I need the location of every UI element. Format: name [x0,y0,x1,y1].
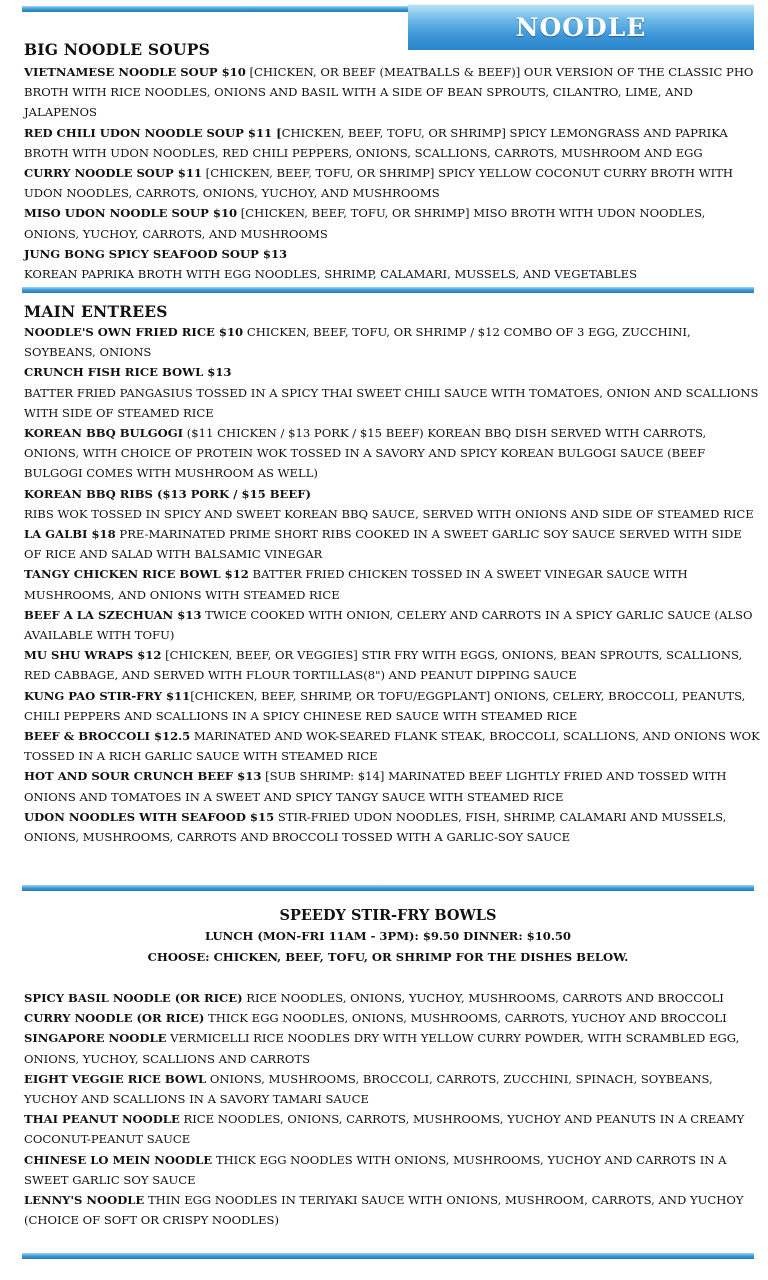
menu-item-description: PRE-MARINATED PRIME SHORT RIBS COOKED IN A SWEET GARLIC SOY SAUCE SERVED WITH SIDE OF RICE AND SALAD WITH BALSAMIC VINEGAR [24,527,742,562]
menu-item-name: TANGY CHICKEN RICE BOWL $12 [24,567,249,582]
menu-item-name: KUNG PAO STIR-FRY $11 [24,688,191,703]
menu-item-description: ONIONS, MUSHROOMS, BROCCOLI, CARROTS, ZUCCHINI, SPINACH, SOYBEANS, YUCHOY AND SCALLIONS IN A SAVORY TAMARI SAUCE [24,1071,713,1107]
menu-item-name: RED CHILI UDON NOODLE SOUP $11 [ [24,125,282,140]
menu-item-description: [CHICKEN, BEEF, SHRIMP, OR TOFU/EGGPLANT] ONIONS, CELERY, BROCCOLI, PEANUTS, CHILI PEPPERS AND SCALLIONS IN A SPICY CHINESE RED SAUCE WITH STEAMED RICE [24,688,746,723]
menu-item-description: [CHICKEN, BEEF, TOFU, OR SHRIMP] MISO BROTH WITH UDON NOODLES, ONIONS, YUCHOY, CARROTS, AND MUSHROOMS [24,206,706,241]
menu-item-description: THICK EGG NOODLES WITH ONIONS, MUSHROOMS, YUCHOY AND CARROTS IN A SWEET GARLIC SOY SAUCE [24,1152,727,1187]
stirfry-list [24,988,762,1230]
menu-item-name: MISO UDON NOODLE SOUP $10 [24,206,238,221]
menu-item-description: RICE NOODLES, ONIONS, CARROTS, MUSHROOMS, YUCHOY AND PEANUTS IN A CREAMY COCONUT-PEANUT SAUCE [24,1112,745,1147]
stirfry-menu-item [24,1008,762,1028]
menu-item-name: HOT AND SOUR CRUNCH BEEF $13 [24,769,262,784]
noodle-header-tab [408,4,754,50]
entree-menu-item [24,605,762,645]
menu-item-name: NOODLE'S OWN FRIED RICE $10 [24,325,244,339]
menu-item-description: ($11 CHICKEN / $13 PORK / $15 BEEF) KOREAN BBQ DISH SERVED WITH CARROTS, ONIONS, WITH CHOICE OF PROTEIN WOK TOSSED IN A SAVORY AND SPICY KOREAN BULGOGI SAUCE (BEEF BULGOGI COMES WITH MUSHROOM AS WELL) [24,426,707,481]
entree-menu-item [24,423,762,484]
menu-item-description: BATTER FRIED CHICKEN TOSSED IN A SWEET VINEGAR SAUCE WITH MUSHROOMS, AND ONIONS WITH STEAMED RICE [24,567,688,602]
stirfry-menu-item [24,988,762,1008]
entree-menu-item [24,564,762,604]
menu-item-name: EIGHT VEGGIE RICE BOWL [24,1071,207,1086]
stirfry-header [22,906,754,967]
menu-item-description: THIN EGG NOODLES IN TERIYAKI SAUCE WITH ONIONS, MUSHROOM, CARROTS, AND YUCHOY (CHOICE OF SOFT OR CRISPY NOODLES) [24,1193,744,1228]
menu-item-name: CRUNCH FISH RICE BOWL $13 [24,365,232,380]
menu-item-description: BATTER FRIED PANGASIUS TOSSED IN A SPICY THAI SWEET CHILI SAUCE WITH TOMATOES, ONION AND SCALLIONS WITH SIDE OF STEAMED RICE [24,385,759,420]
menu-item-name: THAI PEANUT NOODLE [24,1112,180,1127]
soup-menu-item [24,163,762,203]
menu-item-description: TWICE COOKED WITH ONION, CELERY AND CARROTS IN A SPICY GARLIC SAUCE (ALSO AVAILABLE WITH TOFU) [24,607,753,643]
soups-list [24,62,762,284]
menu-item-name: UDON NOODLES WITH SEAFOOD $15 [24,809,275,824]
stirfry-choose-line: CHOOSE: CHICKEN, BEEF, TOFU, OR SHRIMP FOR THE DISHES BELOW. [147,949,629,964]
menu-item-description: KOREAN PAPRIKA BROTH WITH EGG NOODLES, SHRIMP, CALAMARI, MUSSELS, AND VEGETABLES [24,267,638,282]
entree-menu-item [24,362,762,382]
entree-menu-item [24,807,762,847]
menu-item-description: [CHICKEN, BEEF, TOFU, OR SHRIMP] SPICY YELLOW COCONUT CURRY BROTH WITH UDON NOODLES, CARROTS, ONIONS, YUCHOY, AND MUSHROOMS [24,166,734,201]
soup-menu-item [24,62,762,123]
entrees-list [24,322,762,847]
menu-item-description: RICE NOODLES, ONIONS, YUCHOY, MUSHROOMS, CARROTS AND BROCCOLI [242,991,724,1005]
menu-item-name: LA GALBI $18 [24,527,116,542]
page-title: NOODLE [515,13,647,42]
menu-item-name: SPICY BASIL NOODLE (OR RICE) [24,991,243,1005]
menu-item-name: KOREAN BBQ RIBS ($13 PORK / $15 BEEF) [24,486,311,501]
soup-menu-item [24,244,762,264]
menu-item-name: CURRY NOODLE SOUP $11 [24,166,202,181]
divider-bar-1 [22,287,754,293]
stirfry-menu-item [24,1028,762,1068]
menu-item-name: KOREAN BBQ BULGOGI [24,426,184,441]
menu-item-description: MARINATED AND WOK-SEARED FLANK STEAK, BROCCOLI, SCALLIONS, AND ONIONS WOK TOSSED IN A RICH GARLIC SAUCE WITH STEAMED RICE [24,729,760,764]
entree-menu-item [24,645,762,685]
stirfry-menu-item [24,1069,762,1109]
menu-item-name: BEEF A LA SZECHUAN $13 [24,607,202,622]
entree-menu-item [24,383,762,423]
menu-item-name: LENNY'S NOODLE [24,1193,145,1208]
menu-item-description: [SUB SHRIMP: $14] MARINATED BEEF LIGHTLY FRIED AND TOSSED WITH ONIONS AND TOMATOES IN A SWEET AND SPICY TANGY SAUCE WITH STEAMED RICE [24,769,727,804]
menu-item-description: RIBS WOK TOSSED IN SPICY AND SWEET KOREAN BBQ SAUCE, SERVED WITH ONIONS AND SIDE OF STEAMED RICE [24,506,754,521]
stirfry-menu-item [24,1109,762,1149]
soup-menu-item [24,123,762,163]
entree-menu-item [24,322,762,362]
soup-menu-item [24,264,762,284]
entree-menu-item [24,504,762,524]
menu-item-name: MU SHU WRAPS $12 [24,648,162,663]
menu-item-description: [CHICKEN, BEEF, OR VEGGIES] STIR FRY WITH EGGS, ONIONS, BEAN SPROUTS, SCALLIONS, RED CABBAGE, AND SERVED WITH FLOUR TORTILLAS(8") AND PEANUT DIPPING SAUCE [24,648,743,683]
menu-item-description: CHICKEN, BEEF, TOFU, OR SHRIMP] SPICY LEMONGRASS AND PAPRIKA BROTH WITH UDON NOODLES, RED CHILI PEPPERS, ONIONS, SCALLIONS, CARROTS, MUSHROOM AND EGG [24,125,728,160]
top-divider-bar [22,6,412,12]
menu-item-name: BEEF & BROCCOLI $12.5 [24,729,191,744]
menu-item-name: JUNG BONG SPICY SEAFOOD SOUP $13 [24,246,288,261]
entree-menu-item [24,766,762,806]
menu-item-description: [CHICKEN, OR BEEF (MEATBALLS & BEEF)] OUR VERSION OF THE CLASSIC PHO BROTH WITH RICE NOODLES, ONIONS AND BASIL WITH A SIDE OF BEAN SPROUTS, CILANTRO, LIME, AND JALAPENOS [24,65,754,120]
menu-item-description: VERMICELLI RICE NOODLES DRY WITH YELLOW CURRY POWDER, WITH SCRAMBLED EGG, ONIONS, YUCHOY, SCALLIONS AND CARROTS [24,1031,740,1066]
entree-menu-item [24,524,762,564]
entree-menu-item [24,686,762,726]
menu-item-description: THICK EGG NOODLES, ONIONS, MUSHROOMS, CARROTS, YUCHOY AND BROCCOLI [204,1011,727,1026]
stirfry-menu-item [24,1150,762,1190]
entree-menu-item [24,484,762,504]
stirfry-price-line: LUNCH (MON-FRI 11AM - 3PM): $9.50 DINNER: $10.50 [204,929,572,943]
menu-item-description: CHICKEN, BEEF, TOFU, OR SHRIMP / $12 COMBO OF 3 EGG, ZUCCHINI, SOYBEANS, ONIONS [24,325,691,360]
menu-item-name: CHINESE LO MEIN NOODLE [24,1152,213,1167]
menu-item-name: CURRY NOODLE (OR RICE) [24,1011,205,1026]
divider-bar-2 [22,885,754,891]
stirfry-heading: SPEEDY STIR-FRY BOWLS [279,907,497,924]
menu-item-name: SINGAPORE NOODLE [24,1031,167,1046]
menu-item-description: STIR-FRIED UDON NOODLES, FISH, SHRIMP, CALAMARI AND MUSSELS, ONIONS, MUSHROOMS, CARROTS AND BROCCOLI TOSSED WITH A GARLIC-SOY SAUCE [24,809,727,845]
stirfry-menu-item [24,1190,762,1230]
menu-item-name: VIETNAMESE NOODLE SOUP $10 [24,65,246,79]
entree-menu-item [24,726,762,766]
bottom-divider-bar [22,1253,754,1259]
entrees-heading: MAIN ENTREES [24,302,168,321]
soup-menu-item [24,203,762,243]
soups-heading: BIG NOODLE SOUPS [24,40,210,59]
